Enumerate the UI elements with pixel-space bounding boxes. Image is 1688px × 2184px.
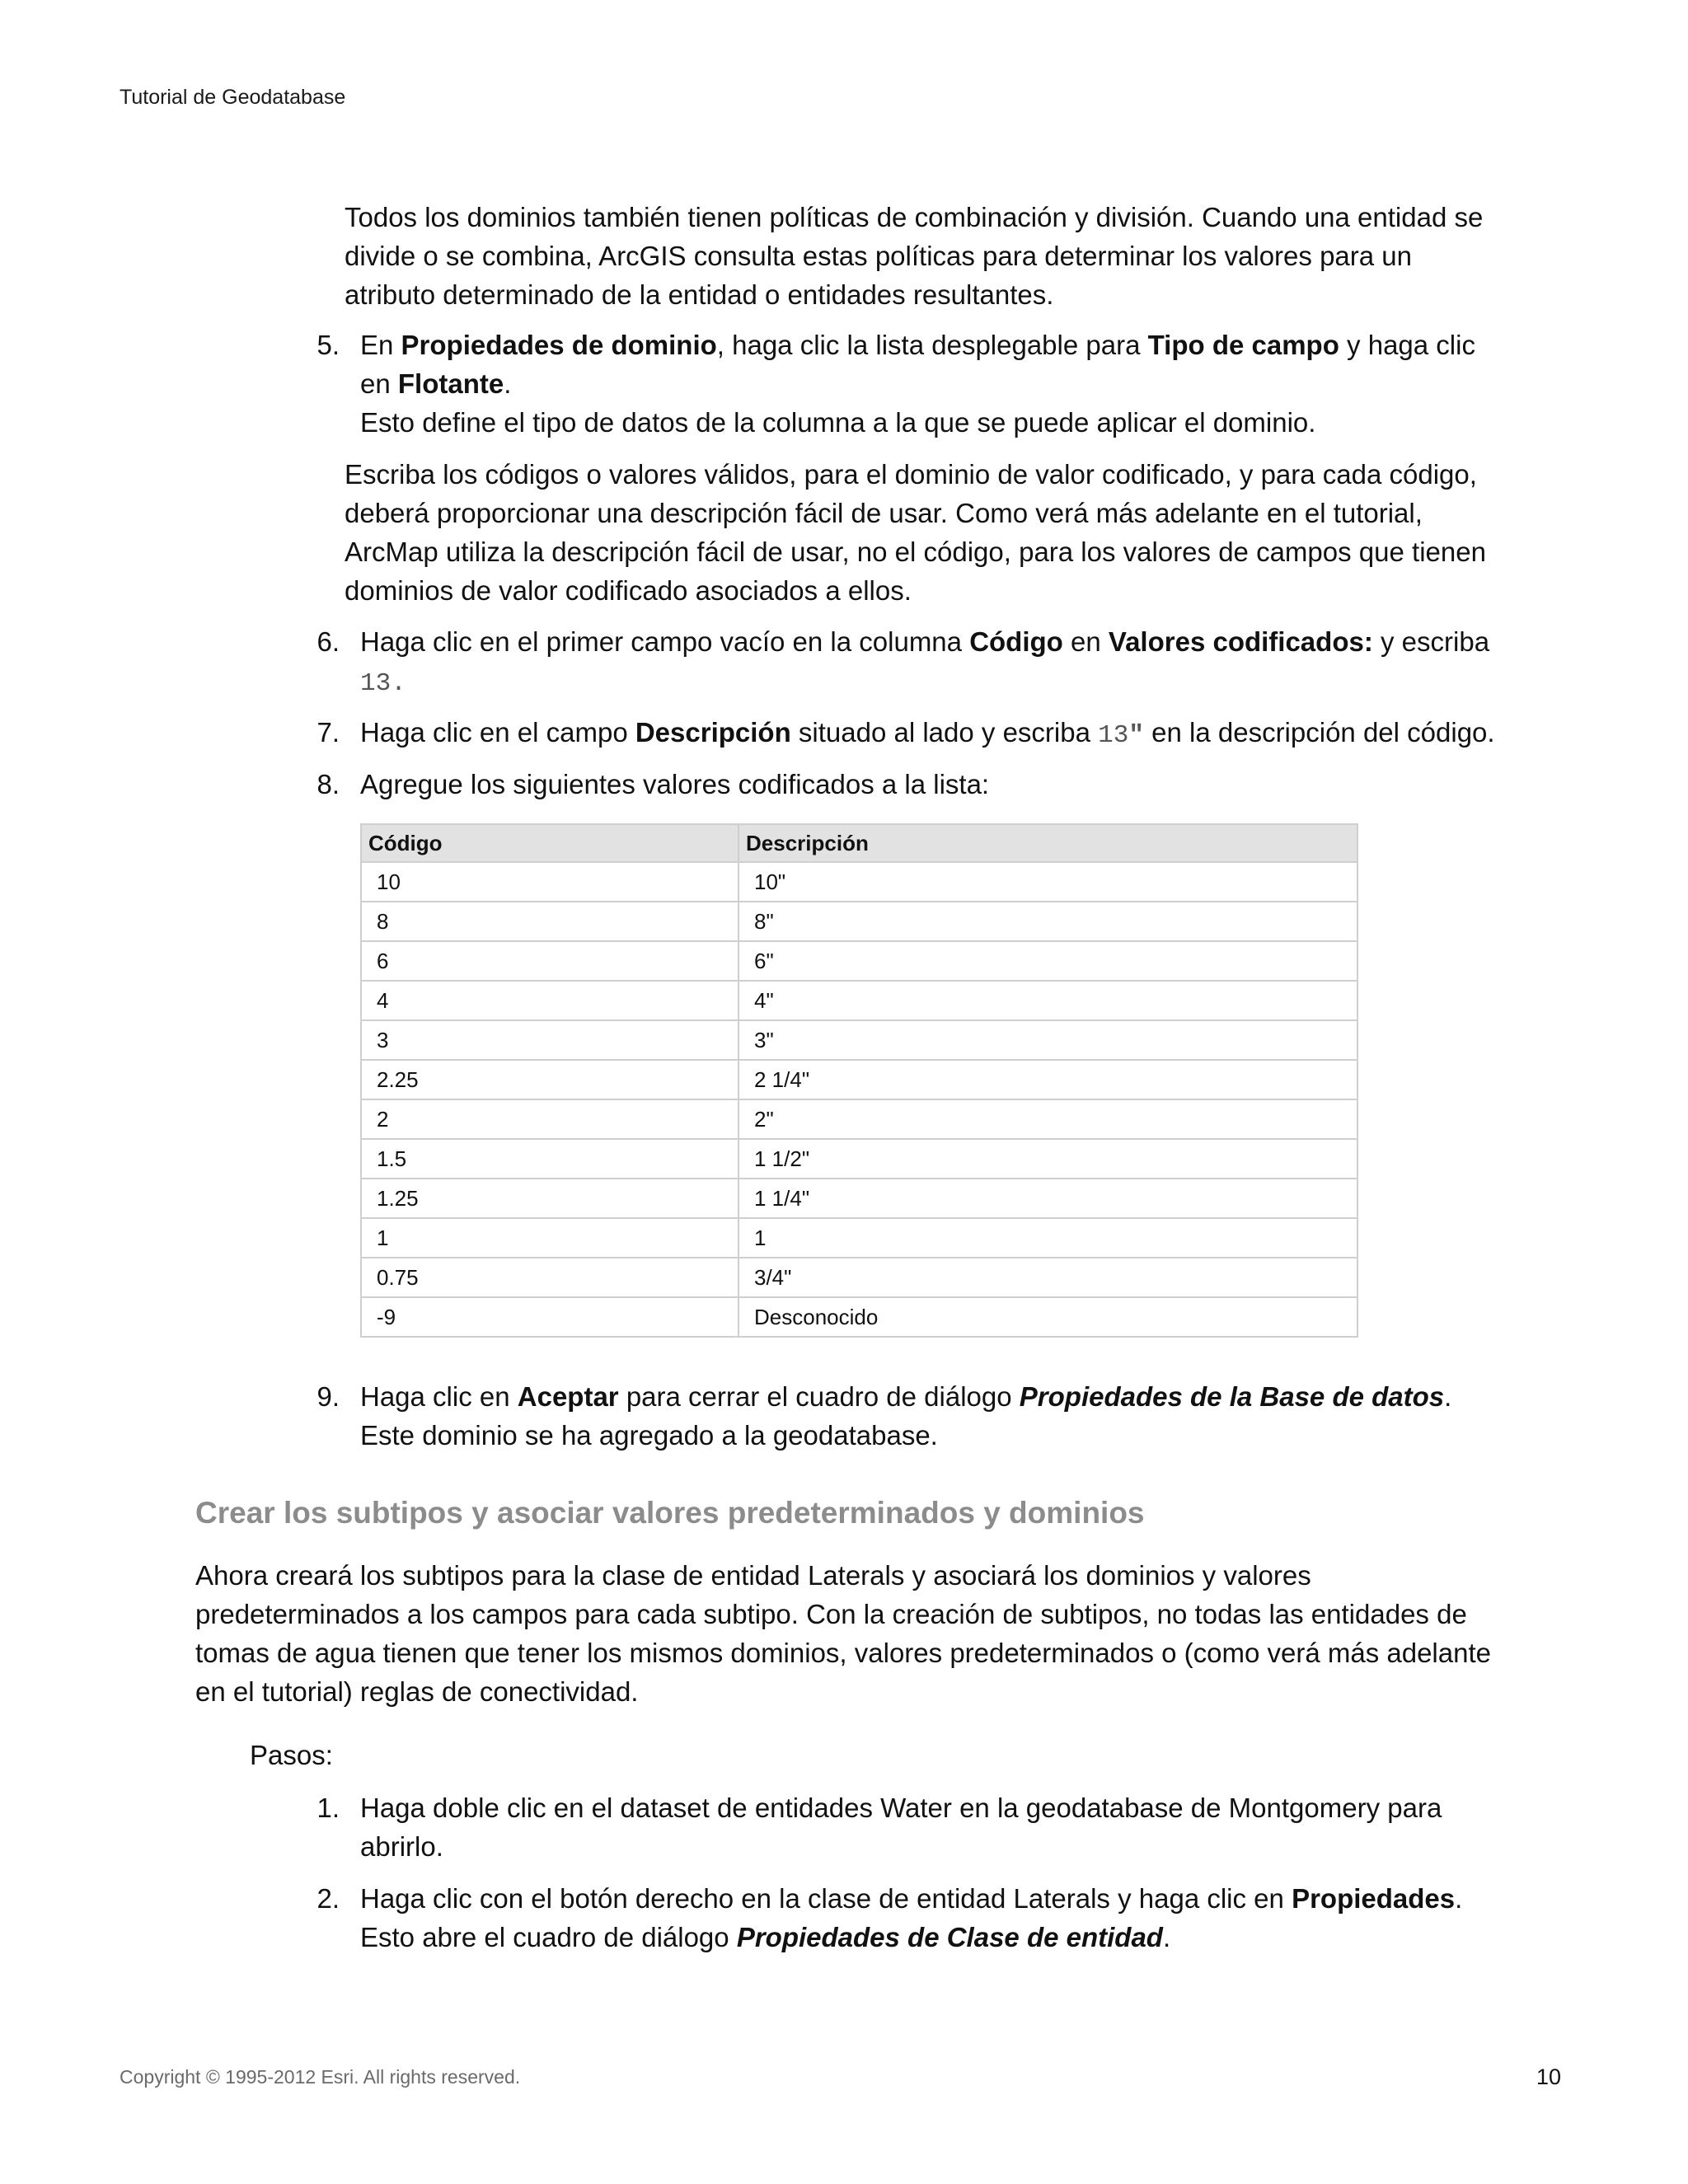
code-cell: 6 <box>361 941 738 981</box>
table-row <box>361 1179 1357 1218</box>
ui-term: Flotante <box>397 368 504 399</box>
code-cell: 3 <box>361 1020 738 1060</box>
text-line: deberá proporcionar una descripción fácil de usar. Como verá más adelante en el tutorial, <box>345 498 1423 528</box>
table-row <box>361 1218 1357 1258</box>
text-line: Este dominio se ha agregado a la geodatabase. <box>360 1420 938 1451</box>
text-line: atributo determinado de la entidad o entidades resultantes. <box>345 279 1054 310</box>
codes-paragraph <box>345 455 1486 610</box>
code-cell: 1 <box>361 1218 738 1258</box>
code-cell: 10 <box>361 862 738 902</box>
text-line: Todos los dominios también tienen políticas de combinación y división. Cuando una entidad se <box>345 202 1484 232</box>
step-number: 5. <box>316 330 340 360</box>
ui-term: Propiedades <box>1292 1883 1456 1914</box>
intro-paragraph <box>345 198 1483 314</box>
text-line: Ahora creará los subtipos para la clase de entidad Laterals y asociará los dominios y valores <box>195 1560 1311 1591</box>
description-cell: 1 1/2" <box>738 1139 1357 1179</box>
description-cell: 2 1/4" <box>738 1060 1357 1099</box>
ui-term: Código <box>969 626 1063 657</box>
step-number: 8. <box>316 769 340 799</box>
table-row <box>361 981 1357 1020</box>
description-cell: 3/4" <box>738 1258 1357 1297</box>
text-line: dominios de valor codificado asociados a ellos. <box>345 575 912 606</box>
steps-label: Pasos: <box>250 1740 333 1770</box>
description-cell: 8" <box>738 902 1357 941</box>
ui-term: Tipo de campo <box>1147 330 1339 360</box>
code-cell: 4 <box>361 981 738 1020</box>
running-header: Tutorial de Geodatabase <box>120 86 346 109</box>
table-row <box>361 1060 1357 1099</box>
description-cell: 10" <box>738 862 1357 902</box>
text-line: Haga clic en Aceptar para cerrar el cuadro de diálogo Propiedades de la Base de datos. <box>360 1381 1452 1412</box>
description-cell: 6" <box>738 941 1357 981</box>
description-cell: 1 1/4" <box>738 1179 1357 1218</box>
table-row <box>361 1020 1357 1060</box>
text-line: tomas de agua tienen que tener los mismos dominios, valores predeterminados o (como verá más adelante <box>195 1638 1491 1668</box>
ui-term: Valores codificados: <box>1108 626 1373 657</box>
code-cell: 2.25 <box>361 1060 738 1099</box>
text-line: Haga clic en el campo Descripción situado al lado y escriba 13" en la descripción del código. <box>360 717 1495 750</box>
step-number: 7. <box>316 717 340 748</box>
section-paragraph <box>195 1556 1491 1711</box>
text-line: Agregue los siguientes valores codificados a la lista: <box>360 769 990 799</box>
text-line: Haga clic con el botón derecho en la clase de entidad Laterals y haga clic en Propiedades. <box>360 1883 1463 1914</box>
table-header-row <box>361 824 1357 862</box>
text-line: ArcMap utiliza la descripción fácil de usar, no el código, para los valores de campos que tienen <box>345 537 1486 567</box>
code-value: 13 <box>1098 721 1129 750</box>
text-line: en Flotante. <box>360 368 512 399</box>
description-cell: 2" <box>738 1099 1357 1139</box>
page-number: 10 <box>1536 2064 1561 2089</box>
text-line: 13. <box>360 669 406 698</box>
text-line: Haga doble clic en el dataset de entidades Water en la geodatabase de Montgomery para <box>360 1793 1442 1823</box>
table-row <box>361 862 1357 902</box>
text-line: Haga clic en el primer campo vacío en la columna Código en Valores codificados: y escriba <box>360 626 1490 657</box>
column-header-descripcion: Descripción <box>738 824 1357 862</box>
copyright-footer: Copyright © 1995-2012 Esri. All rights reserved. <box>120 2066 521 2088</box>
text-line: Escriba los códigos o valores válidos, para el dominio de valor codificado, y para cada código, <box>345 459 1477 490</box>
dialog-name: Propiedades de la Base de datos <box>1019 1381 1445 1412</box>
description-cell: 1 <box>738 1218 1357 1258</box>
code-cell: 1.5 <box>361 1139 738 1179</box>
text-line: abrirlo. <box>360 1831 443 1862</box>
code-cell: 2 <box>361 1099 738 1139</box>
section-heading: Crear los subtipos y asociar valores predeterminados y dominios <box>195 1496 1145 1530</box>
code-value: 13 <box>360 669 392 698</box>
description-cell: Desconocido <box>738 1297 1357 1337</box>
step-number: 9. <box>316 1381 340 1412</box>
ui-term: Propiedades de dominio <box>401 330 717 360</box>
description-cell: 3" <box>738 1020 1357 1060</box>
column-header-codigo: Código <box>361 824 738 862</box>
code-cell: 1.25 <box>361 1179 738 1218</box>
code-cell: 0.75 <box>361 1258 738 1297</box>
table-row <box>361 1297 1357 1337</box>
table-row <box>361 941 1357 981</box>
description-cell: 4" <box>738 981 1357 1020</box>
dialog-name: Propiedades de Clase de entidad <box>736 1922 1163 1952</box>
text-line: predeterminados a los campos para cada subtipo. Con la creación de subtipos, no todas las entidades de <box>195 1599 1467 1629</box>
text-line: divide o se combina, ArcGIS consulta estas políticas para determinar los valores para un <box>345 241 1412 271</box>
coded-values-table <box>360 823 1358 1338</box>
code-cell: 8 <box>361 902 738 941</box>
step-number: 2. <box>316 1883 340 1914</box>
text-line: Esto define el tipo de datos de la columna a la que se puede aplicar el dominio. <box>360 407 1316 438</box>
table-row <box>361 902 1357 941</box>
step-number: 1. <box>316 1793 340 1823</box>
code-cell: -9 <box>361 1297 738 1337</box>
table-row <box>361 1258 1357 1297</box>
step-number: 6. <box>316 626 340 657</box>
table-row <box>361 1139 1357 1179</box>
table-row <box>361 1099 1357 1139</box>
ui-term: Descripción <box>635 717 791 748</box>
ui-term: Aceptar <box>517 1381 619 1412</box>
text-line: Esto abre el cuadro de diálogo Propiedades de Clase de entidad. <box>360 1922 1171 1952</box>
text-line: en el tutorial) reglas de conectividad. <box>195 1676 639 1707</box>
text-line: En Propiedades de dominio, haga clic la lista desplegable para Tipo de campo y haga clic <box>360 330 1475 360</box>
